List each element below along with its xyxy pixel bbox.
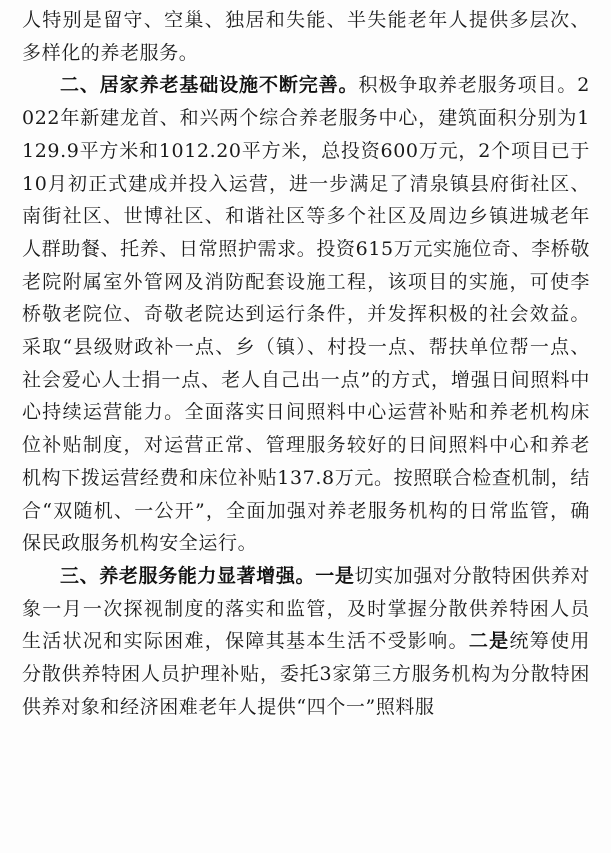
paragraph-3-emphasis-1: 一是: [315, 564, 355, 587]
document-body: [22, 4, 590, 723]
paragraph-continuation: [22, 4, 590, 69]
paragraph-2-heading: 二、居家养老基础设施不断完善。: [60, 74, 359, 97]
paragraph-1-text: 人特别是留守、空巢、独居和失能、半失能老年人提供多层次、多样化的养老服务。: [22, 9, 590, 64]
paragraph-3-body-1: 切实加强对分散特困供养对象一月一次探视制度的落实和监管，及时掌握分散供养特困人员生活状况和实际困难，保障其基本生活不受影响。: [22, 564, 590, 653]
paragraph-service-capacity: [22, 560, 590, 724]
paragraph-3-heading: 三、养老服务能力显著增强。: [60, 564, 316, 587]
paragraph-2-body: 积极争取养老服务项目。2022年新建龙首、和兴两个综合养老服务中心，建筑面积分别为1129.9平方米和1012.20平方米，总投资600万元，2个项目已于10月初正式建成并投入运营，进一步满足了清泉镇县府街社区、南街社区、世博社区、和谐社区等多个社区及周边乡镇进城老年人群助餐、托养、日常照护需求。投资615万元实施位奇、李桥敬老院附属室外管网及消防配套设施工程，该项目的实施，可使李桥敬老院位、奇敬老院达到运行条件，并发挥积极的社会效益。采取“县级财政补一点、乡（镇）、村投一点、帮扶单位帮一点、社会爱心人士捐一点、老人自己出一点”的方式，增强日间照料中心持续运营能力。全面落实日间照料中心运营补贴和养老机构床位补贴制度，对运营正常、管理服务较好的日间照料中心和养老机构下拨运营经费和床位补贴137.8万元。按照联合检查机制，结合“双随机、一公开”，全面加强对养老服务机构的日常监管，确保民政服务机构安全运行。: [22, 74, 590, 555]
paragraph-3-body-2: 统筹使用分散供养特困人员护理补贴，委托3家第三方服务机构为分散特困供养对象和经济困难老年人提供“四个一”照料服: [22, 630, 591, 718]
paragraph-3-emphasis-2: 二是: [468, 630, 510, 653]
paragraph-infrastructure: [22, 69, 590, 560]
